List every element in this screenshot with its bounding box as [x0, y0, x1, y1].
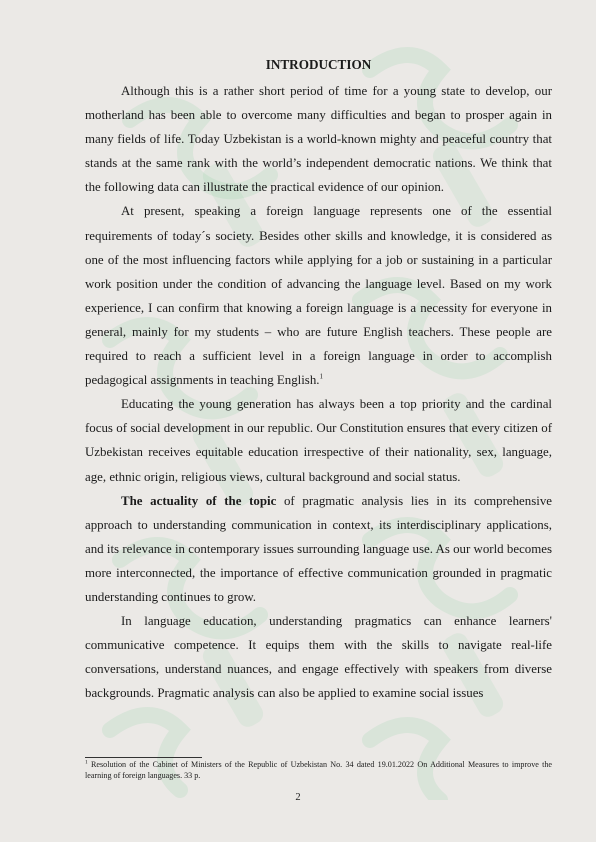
topic-lead-bold: The actuality of the topic: [121, 493, 277, 508]
section-heading: INTRODUCTION: [265, 57, 372, 72]
paragraph-text: Educating the young generation has always been a top priority and the cardinal focus of social development in our republic. Our Constitution ensures that every citizen of Uzbekistan receives equitable education irrespective of their nationality, sex, language, age, ethnic origin, religious views, cultural background and social status.: [85, 397, 552, 484]
paragraph-1: [85, 79, 552, 199]
footnote-text: Resolution of the Cabinet of Ministers of the Republic of Uzbekistan No. 34 dated 19.01.2022 On Additional Measures to improve the learning of foreign languages. 33 p.: [85, 760, 552, 780]
footnote-divider: [85, 757, 202, 758]
document-body: [85, 56, 552, 705]
paragraph-3: [85, 392, 552, 488]
paragraph-text: Although this is a rather short period of time for a young state to develop, our motherland has been able to overcome many difficulties and began to prosper again in many fields of life. Today Uzbekistan is a world-known mighty and peaceful country that stands at the same rank with the world’s independent democratic nations. We think that the following data can illustrate the practical evidence of our opinion.: [85, 84, 552, 195]
footnote-reference[interactable]: 1: [319, 372, 323, 381]
paragraph-text: In language education, understanding pragmatics can enhance learners' communicative competence. It equips them with the skills to navigate real-life conversations, understand nuances, and engage effectively with speakers from diverse backgrounds. Pragmatic analysis can also be applied to examine social issues: [85, 614, 552, 701]
paragraph-4: [85, 489, 552, 609]
paragraph-2: [85, 199, 552, 392]
paragraph-5: [85, 609, 552, 705]
paragraph-text: At present, speaking a foreign language represents one of the essential requirements of today´s society. Besides other skills and knowledge, it is considered as one of the most influencing factors while applying for a job or sustaining in a particular work position under the condition of advancing the language level. Based on my work experience, I can confirm that knowing a foreign language is a necessity for everyone in general, mainly for my students – who are future English teachers. These people are required to reach a sufficient level in a foreign language in order to accomplish pedagogical assignments in teaching English.: [85, 204, 552, 388]
paragraph-text: of pragmatic analysis lies in its comprehensive approach to understanding communication in context, its interdisciplinary applications, and its relevance in contemporary issues surrounding language use. As our world becomes more interconnected, the importance of effective communication grounded in pragmatic understanding continues to grow.: [85, 493, 552, 604]
footnote: [85, 760, 552, 781]
page-number: 2: [295, 792, 301, 803]
footnote-marker: 1: [85, 759, 88, 766]
